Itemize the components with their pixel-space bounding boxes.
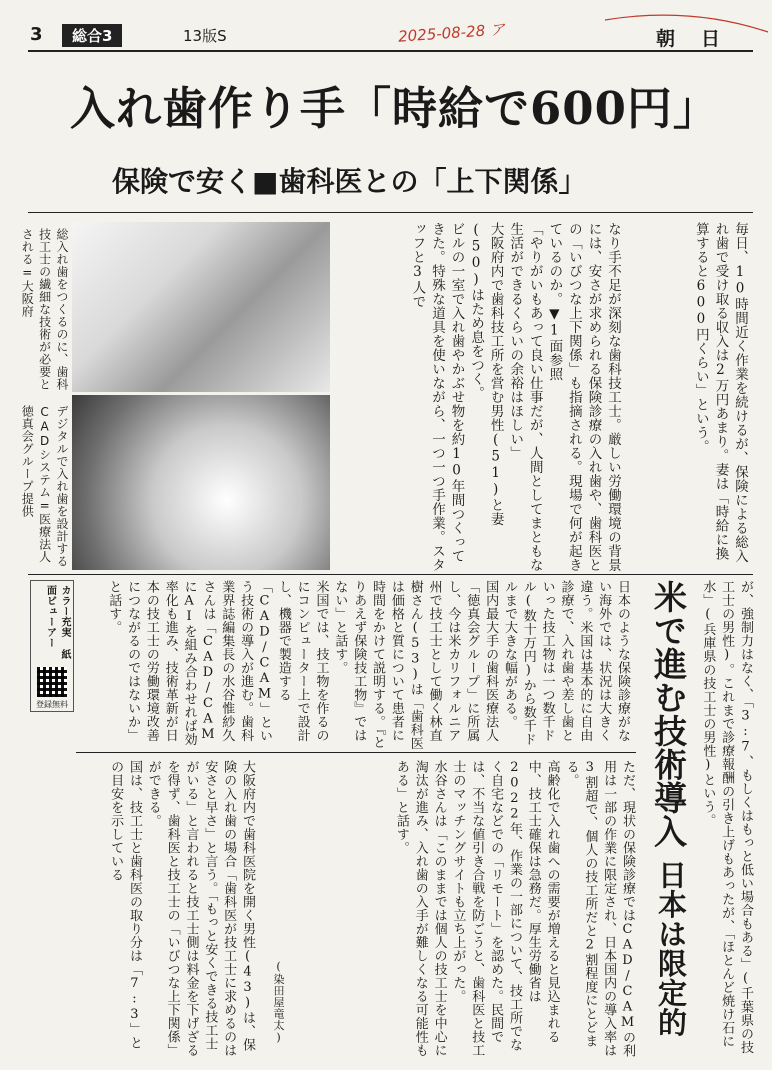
photo2-caption: デジタルで入れ歯を設計するCADシステム=医療法人徳真会グループ提供: [20, 405, 69, 568]
lower-rule: [76, 752, 636, 753]
section-label: 総合3: [62, 24, 122, 47]
section2-body-left: [76, 580, 631, 750]
subhead2-sub: 日本は限定的: [654, 860, 688, 1037]
left-lower-body: [692, 580, 754, 1060]
cad-system-photo: [72, 395, 330, 570]
qr-code[interactable]: [37, 667, 67, 697]
lead-paragraph: 大阪府内で歯科技工所を営む男性(51)と妻(50)はため息をつく。: [468, 222, 504, 526]
subheadline: 保険で安く■歯科医との「上下関係」: [112, 165, 587, 198]
lead-paragraph: ビルの一室で入れ歯やかぶせ物を約10年間つくってきた。特殊な道具を使いながら、一つ一つ手作業。スタッフと3人で: [409, 222, 465, 572]
right-paragraph: 毎日、10時間近く作業を続けるが、保険による総入れ歯で受け取る収入は2万円あまり。妻は「時給に換算すると600円くらい」という。: [692, 222, 748, 563]
right-body: [624, 222, 749, 572]
colorview-label: 登録無料: [36, 700, 68, 709]
lead-paragraph: なり手不足が深刻な歯科技工士。厳しい労働環境の背景には、安さが求められる保険診療の入れ歯や、歯科医との「いびつな上下関係」も指摘される。現場で何が起きているのか。▼1面参照: [546, 222, 621, 572]
photo1-caption: 総入れ歯をつくるのに、歯科技工士の繊細な技術が必要とされる=大阪府: [20, 228, 69, 391]
right-paragraph: 国は、技工士と歯科医の取り分は「7:3」との目安を示している: [108, 760, 142, 1050]
section2-paragraph: 高齢化で入れ歯への需要が増えると見込まれる中、技工士確保は急務だ。厚生労働省は2022年、作業の一部について、技工所でなく自宅などでの「リモート」を認めた。民間では、不当な値引き合戦を防ごうと、歯科医と技工士のマッチングサイトも立ち上がった。: [450, 760, 560, 1057]
mid-rule: [28, 574, 753, 575]
lead-body: [336, 222, 622, 572]
dentures-craft-photo: [72, 222, 330, 392]
right-paragraph: 大阪府内で歯科医院を開く男性(43)は、保険の入れ歯の場合「歯科医が技工士に求めるのは安さと早さ」と言う。「もっと安くできる技工士がいる」と言われると技工士側は料金を下げざるを得ず、歯科医と技工士の「いびつな上下関係」ができる。: [145, 760, 255, 1057]
section2-paragraph: 米国では、技工物を作るのにコンピューター上で設計し、機器で製造する「CAD/CAM」という技術の導入が進む。歯科業界誌編集長の水谷惟紗久さんは「CAD/CAMにAIを組み合わせれば効率化も進み、技術革新が日本の技工士の労働環境改善につながるのではないか」と話す。: [106, 580, 329, 746]
lead-paragraph: 「やりがいもあって良い仕事だが、人間としてまともな生活ができるくらいの余裕はほしい」: [507, 222, 543, 572]
red-pen-mark: [600, 2, 772, 42]
masthead-rule: [28, 50, 753, 52]
byline: (染田屋竜太): [272, 960, 285, 1045]
section2-paragraph: 水谷さんは「このままでは個人の技工士を中心に淘汰が進み、入れ歯の入手が難しくなる可能性もある」と話す。: [393, 760, 447, 1057]
headline: 入れ歯作り手「時給で600円」: [70, 82, 719, 135]
continuation-paragraph: が、強制力はなく、「3:7、もしくはもっと低い場合もある」(千葉県の技工士の男性)。これまで診療報酬の引き上げもあったが、「ほとんど焼け石に水」(兵庫県の技工士の男性)という。: [700, 580, 753, 1054]
colorview-title: カラー充実 紙面ビューアー: [44, 585, 70, 660]
edition-label: 13版S: [183, 27, 227, 45]
handwritten-date: 2025-08-28 ア: [397, 20, 506, 46]
colorview-box: [30, 580, 74, 712]
section2-paragraph: ただ、現状の保険診療ではCAD/CAMの利用は一部の作業に限定され、日本国内の導入率は3割超で、個人の技工所だと2割程度にとどまる。: [563, 760, 635, 1058]
section2-paragraph: 国内最大手の歯科医療法人「徳真会グループ」に所属し、今は米カリフォルニア州で技工士として働く林直樹さん(53)は「歯科医は価格と質について患者に時間をかけて説明する。『とりあえず保険技工物』ではない」と話す。: [332, 580, 499, 750]
right-body-extra: [76, 760, 256, 1060]
page-number: 3: [30, 24, 43, 45]
subhead2-main: 米で進む技術導入: [649, 580, 688, 848]
paper-name: 朝日: [656, 28, 747, 50]
section2-body-lower: [260, 760, 636, 1060]
section2-paragraph: 日本のような保険診療がない海外では、状況は大きく違う。米国は基本的に自由診療で、入れ歯や差し歯といった技工物は一つ数千ドル(数十万円)から数千ドルまで大きな幅がある。: [501, 580, 630, 746]
headline-rule: [28, 212, 753, 213]
